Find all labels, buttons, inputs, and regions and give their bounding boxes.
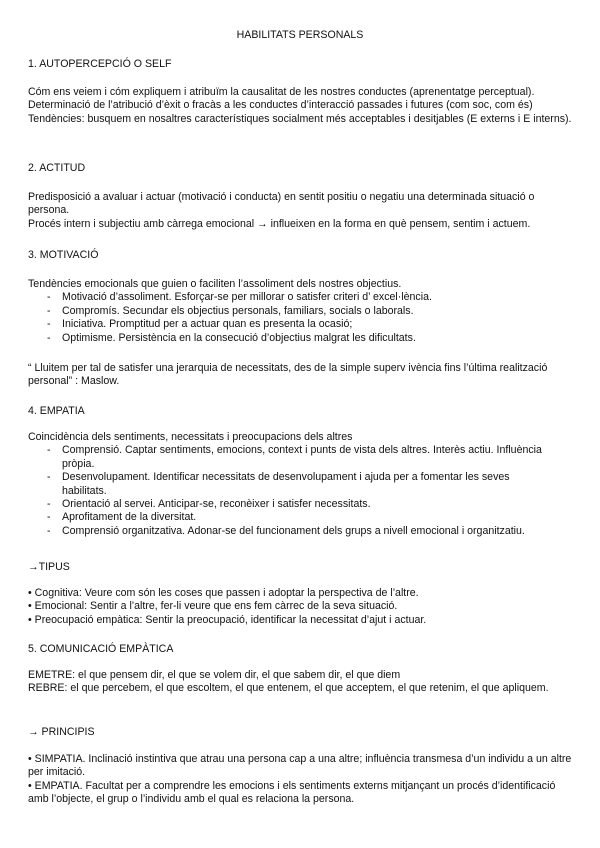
- section-comunicacio: [28, 643, 576, 656]
- section-tipus: [28, 561, 576, 574]
- list-item: - Aprofitament de la diversitat.: [28, 511, 576, 524]
- paragraph: Cóm ens veiem i cóm expliquem i atribuïm la causalitat de les nostres conductes (aprenentatge perceptual).: [28, 86, 535, 98]
- list-item: • Cognitiva: Veure com són les coses que passen i adoptar la perspectiva de l’altre.: [28, 587, 419, 599]
- section-tipus-body: [28, 587, 576, 627]
- section-empatia: [28, 405, 576, 418]
- section-motivacio-body: [28, 278, 576, 345]
- list-item: • SIMPATIA. Inclinació instintiva que atrau una persona cap a una altre; influència transmesa d’un individu a un altre per imitació.: [28, 753, 572, 779]
- paragraph: Tendències emocionals que guien o faciliten l’assoliment dels nostres objectius.: [28, 278, 402, 290]
- paragraph: Predisposició a avaluar i actuar (motivació i conducta) en sentit positiu o negatiu una determinada situació o persona.: [28, 191, 535, 217]
- section-principis: [28, 726, 576, 739]
- list-item: • Preocupació empàtica: Sentir la preocupació, identificar la necessitat d’ajut i actuar.: [28, 613, 427, 626]
- section-heading: 4. EMPATIA: [28, 405, 85, 417]
- section-actitud-body: [28, 191, 576, 231]
- motivacio-list: [28, 291, 576, 345]
- paragraph-emetre: EMETRE: el que pensem dir, el que se volem dir, el que sabem dir, el que diem: [28, 669, 401, 681]
- section-autopercepcio-body: [28, 86, 576, 126]
- section-heading: 3. MOTIVACIÓ: [28, 249, 99, 261]
- page-title: HABILITATS PERSONALS: [236, 29, 364, 41]
- section-heading: → PRINCIPIS: [28, 726, 95, 738]
- empatia-list: [28, 444, 576, 538]
- paragraph: Procés intern i subjectiu amb càrrega emocional → influeixen en la forma en què pensem, sentim i actuem.: [28, 217, 531, 230]
- paragraph: Tendències: busquem en nosaltres característiques socialment més acceptables i desitjables (E externs i E interns).: [28, 112, 572, 125]
- tipus-list: [28, 587, 576, 627]
- section-principis-body: [28, 753, 576, 807]
- section-actitud: [28, 162, 576, 175]
- list-item: - Comprensió organitzativa. Adonar-se del funcionament dels grups a nivell emocional i organitzatiu.: [28, 525, 576, 538]
- paragraph: Coincidència dels sentiments, necessitats i preocupacions dels altres: [28, 431, 353, 443]
- list-item: - Orientació al servei. Anticipar-se, reconèixer i satisfer necessitats.: [28, 498, 576, 511]
- section-heading: 5. COMUNICACIÓ EMPÀTICA: [28, 643, 174, 655]
- section-heading: →TIPUS: [28, 561, 70, 573]
- list-item: - Motivació d’assoliment. Esforçar-se per millorar o satisfer criteri d’ excel·lència.: [28, 291, 576, 304]
- quote-text: “ Lluitem per tal de satisfer una jerarquia de necessitats, des de la simple superv ivència fins l’última realització personal” : Maslow.: [28, 362, 548, 388]
- section-autopercepcio: [28, 58, 576, 71]
- paragraph-rebre: REBRE: el que percebem, el que escoltem, el que entenem, el que acceptem, el que retenim, el que apliquem.: [28, 682, 549, 695]
- section-heading: 1. AUTOPERCEPCIÓ O SELF: [28, 58, 172, 70]
- list-item: - Iniciativa. Promptitud per a actuar quan es presenta la ocasió;: [28, 318, 576, 331]
- list-item: - Optimisme. Persistència en la consecució d’objectius malgrat les dificultats.: [28, 332, 576, 345]
- paragraph: Determinació de l’atribució d’èxit o fracàs a les conductes d’interacció passades i futures (com soc, com és): [28, 99, 533, 112]
- section-empatia-body: [28, 431, 576, 538]
- list-item: • EMPATIA. Facultat per a comprendre les emocions i els sentiments externs mitjançant un procés d’identificació amb l’objecte, el grup o l’individu amb el qual es relaciona la persona.: [28, 779, 556, 806]
- maslow-quote: [28, 362, 576, 389]
- section-comunicacio-body: [28, 669, 576, 696]
- list-item: - Comprensió. Captar sentiments, emocions, context i punts de vista dels altres. Interès actiu. Influència pròpia.: [28, 444, 576, 471]
- section-motivacio: [28, 249, 576, 262]
- principis-list: [28, 753, 576, 807]
- list-item: - Compromís. Secundar els objectius personals, familiars, socials o laborals.: [28, 305, 576, 318]
- section-heading: 2. ACTITUD: [28, 162, 86, 174]
- list-item: - Desenvolupament. Identificar necessitats de desenvolupament i ajuda per a fomentar les seves habilitats.: [28, 471, 576, 498]
- list-item: • Emocional: Sentir a l’altre, fer-li veure que ens fem càrrec de la seva situació.: [28, 600, 398, 613]
